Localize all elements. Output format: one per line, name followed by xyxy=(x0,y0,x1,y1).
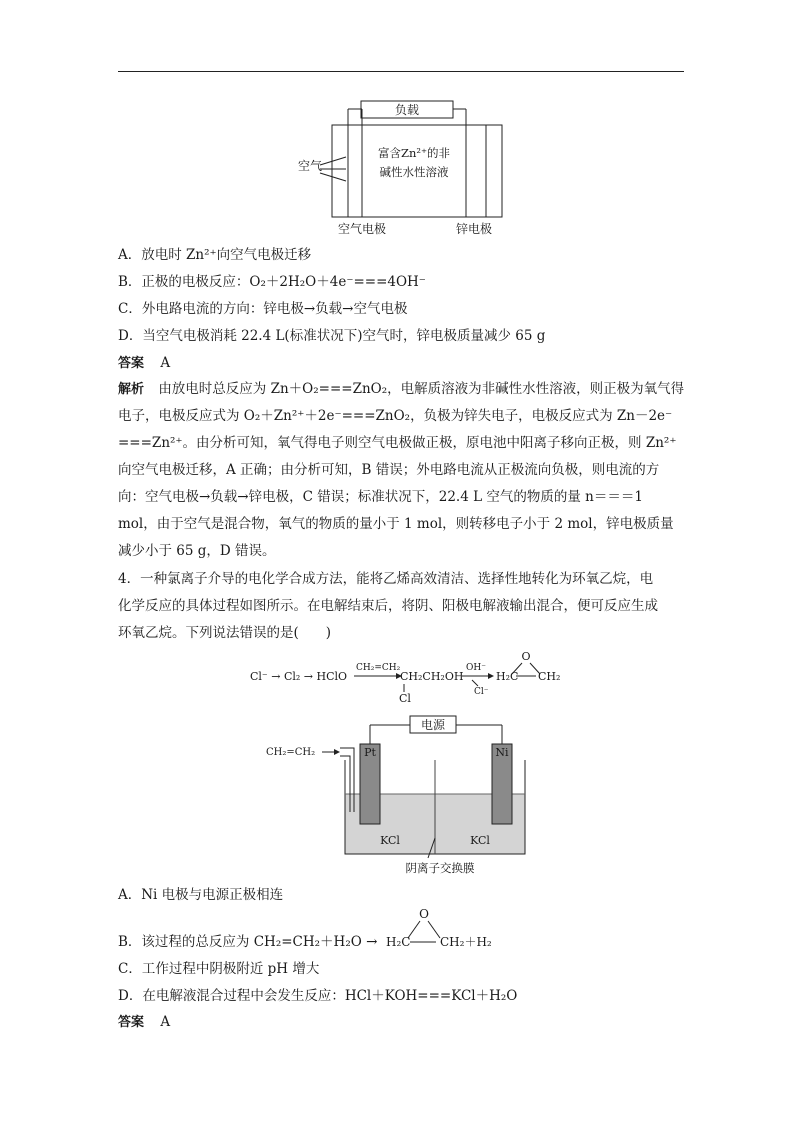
q3-analysis-line-3: ===Zn²⁺。由分析可知，氧气得电子则空气电极做正极，原电池中阳离子移向正极，则 Zn²⁺ xyxy=(118,435,677,451)
scheme-start: Cl⁻ → Cl₂ → HClO xyxy=(250,670,348,683)
q4-option-b: B．该过程的总反应为 CH₂=CH₂＋H₂O → xyxy=(118,934,378,950)
q3-option-b: B．正极的电极反应：O₂＋2H₂O＋4e⁻===4OH⁻ xyxy=(118,274,426,290)
scheme-epoxide-left: H₂C xyxy=(496,670,519,683)
solution-line1: 富含Zn²⁺的非 xyxy=(377,146,451,160)
scheme-epoxide-right: CH₂ xyxy=(538,670,561,683)
ni-label: Ni xyxy=(495,746,509,759)
q3-analysis-line-7: 减少小于 65 g，D 错误。 xyxy=(118,543,276,559)
q3-analysis-line-4: 向空气电极迁移，A 正确；由分析可知，B 错误；外电路电流从正极流向负极，则电流的方 xyxy=(118,462,660,478)
q4-option-d: D．在电解液混合过程中会发生反应：HCl＋KOH===KCl＋H₂O xyxy=(118,988,518,1004)
scheme-base: OH⁻ xyxy=(466,663,486,673)
right-solution-label: KCl xyxy=(470,834,490,847)
air-label: 空气 xyxy=(298,159,323,173)
air-electrode-label: 空气电极 xyxy=(337,222,387,236)
scheme-epoxide-o: O xyxy=(521,650,531,663)
answer-value: A xyxy=(160,1014,171,1030)
q3-answer xyxy=(118,353,688,374)
answer-label: 答案 xyxy=(118,356,145,371)
scheme-reagent: CH₂=CH₂ xyxy=(356,663,401,673)
q3-option-a: A．放电时 Zn²⁺向空气电极迁移 xyxy=(118,247,312,263)
q3-analysis-line-6: mol，由于空气是混合物，氧气的物质的量小于 1 mol，则转移电子小于 2 mol，锌电极质量 xyxy=(118,516,674,532)
q3-option-d: D．当空气电极消耗 22.4 L(标准状况下)空气时，锌电极质量减少 65 g xyxy=(118,328,546,344)
q3-option-c: C．外电路电流的方向：锌电极→负载→空气电极 xyxy=(118,301,408,317)
load-label: 负载 xyxy=(394,103,420,117)
reaction-scheme xyxy=(250,648,570,706)
power-label: 电源 xyxy=(420,718,446,732)
answer-label: 答案 xyxy=(118,1015,145,1030)
membrane-label: 阴离子交换膜 xyxy=(405,861,475,875)
header-rule xyxy=(118,71,684,72)
left-solution-label: KCl xyxy=(380,834,400,847)
q3-analysis-line-2: 电子，电极反应式为 O₂＋Zn²⁺＋2e⁻===ZnO₂，负极为锌失电子，电极反应式为 Zn－2e⁻ xyxy=(118,408,673,424)
answer-value: A xyxy=(160,355,171,371)
option-b-epoxide-left: H₂C xyxy=(386,935,411,949)
gas-label: CH₂=CH₂ xyxy=(266,747,316,758)
q3-analysis-line-1: 解析 由放电时总反应为 Zn＋O₂===ZnO₂，电解质溶液为非碱性水性溶液，则正极为氧气得 xyxy=(118,381,685,397)
q4-stem-line-1: 4．一种氯离子介导的电化学合成方法，能将乙烯高效清洁、选择性地转化为环氧乙烷，电 xyxy=(118,571,654,587)
scheme-product1-sub: Cl xyxy=(399,692,411,705)
q4-stem-line-3: 环氧乙烷。下列说法错误的是( ) xyxy=(118,625,332,641)
option-b-epoxide-right: CH₂＋H₂ xyxy=(440,935,492,949)
zinc-air-cell-figure xyxy=(290,95,520,240)
option-b-epoxide-o: O xyxy=(419,907,429,921)
zinc-electrode-label: 锌电极 xyxy=(455,222,493,236)
pt-label: Pt xyxy=(364,746,376,759)
q3-analysis-line-5: 向：空气电极→负载→锌电极，C 错误；标准状况下，22.4 L 空气的物质的量 n＝＝＝1 xyxy=(118,489,643,505)
q4-answer xyxy=(118,1012,688,1033)
q4-option-a: A．Ni 电极与电源正极相连 xyxy=(118,887,284,903)
q4-option-b-epoxide xyxy=(384,904,504,954)
solution-line2: 碱性水性溶液 xyxy=(379,165,449,179)
scheme-product1: CH₂CH₂OH xyxy=(400,670,464,683)
q4-option-c: C．工作过程中阴极附近 pH 增大 xyxy=(118,961,320,977)
scheme-byproduct: Cl⁻ xyxy=(474,687,489,697)
electrolysis-cell-figure xyxy=(260,712,540,877)
analysis-label: 解析 xyxy=(118,382,145,397)
q4-stem-line-2: 化学反应的具体过程如图所示。在电解结束后，将阴、阳极电解液输出混合，便可反应生成 xyxy=(118,598,658,614)
